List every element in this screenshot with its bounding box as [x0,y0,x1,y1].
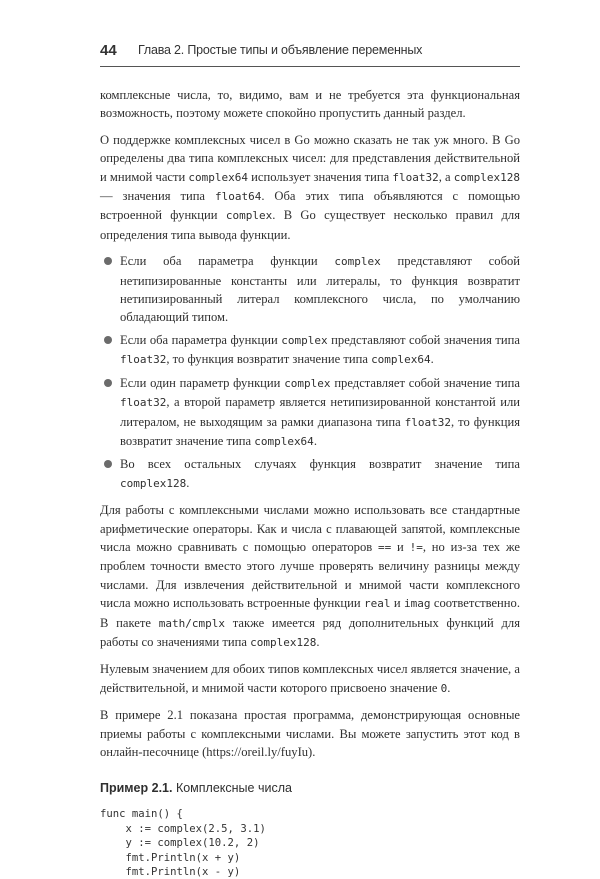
code-complex: complex [225,209,273,223]
bullet-icon [104,257,112,265]
bullet-icon [104,379,112,387]
paragraph-zero-value: Нулевым значением для обоих типов комплексных чисел является значение, а действительной, и мнимой части которого присвоено значение 0. [100,662,520,695]
paragraph-intro: комплексные числа, то, видимо, вам и не требуется эта функциональная возможность, поэтому можете спокойно пропустить данный раздел. [100,88,520,121]
example-label: Пример 2.1. [100,781,173,796]
list-item: Во всех остальных случаях функция возвратит значение типа complex128. [100,455,520,493]
code-complex128: complex128 [453,170,520,184]
code-float64: float64 [214,190,262,204]
rules-list [100,252,520,493]
code-float32: float32 [392,170,439,184]
list-item: Если оба параметра функции complex представляют собой нетипизированные константы или литералы, то функция возвратит нетипизированный литерал комплексного числа, по умолчанию обладающий типом. [100,252,520,327]
list-item: Если оба параметра функции complex представляют собой значения типа float32, то функция возвратит значение типа complex64. [100,331,520,370]
list-item: Если один параметр функции complex представляет собой значение типа float32, а второй параметр является нетипизированной константой или литералом, не выходящим за рамки диапазона типа float32, то функция возвратит значение типа complex64. [100,374,520,452]
page-body [100,86,520,879]
bullet-icon [104,336,112,344]
code-listing: func main() { x := complex(2.5, 3.1) y := complex(10.2, 2) fmt.Println(x + y) fmt.Println(x - y) [100,808,266,879]
bullet-icon [104,460,112,468]
header-rule [100,66,520,67]
running-chapter-title: Глава 2. Простые типы и объявление переменных [138,43,423,57]
page-header [100,42,520,66]
page-number: 44 [100,42,117,59]
paragraph-example-intro: В примере 2.1 показана простая программа, демонстрирующая основные приемы работы с комплексными числами. Вы можете запустить этот код в онлайн-песочнице (https://oreil.ly/fuyIu). [100,708,520,759]
example-caption [100,781,520,795]
example-title: Комплексные числа [175,781,292,796]
paragraph-complex-types: О поддержке комплексных чисел в Go можно сказать не так уж много. В Go определены два типа комплексных чисел: для представления действительной и мнимой части complex64 использует значения типа float32, а complex128 — значения типа float64. Оба этих типа объявляются с помощью встроенной функции complex. В Go существует несколько правил для определения типа вывода функции. [100,132,520,242]
paragraph-operators: Для работы с комплексными числами можно использовать все стандартные арифметические операторы. Как и числа с плавающей запятой, комплексные числа можно сравнивать с помощью операторов == и !=, но из-за тех же проблем точности вместо этого лучше проверять величину разницы между числами. Для извлечения действительной и мнимой части комплексного числа можно использовать встроенные функции real и imag соответственно. В пакете math/cmplx также имеется ряд дополнительных функций для работы со значениями типа complex128. [100,503,520,649]
code-complex64: complex64 [188,170,249,184]
